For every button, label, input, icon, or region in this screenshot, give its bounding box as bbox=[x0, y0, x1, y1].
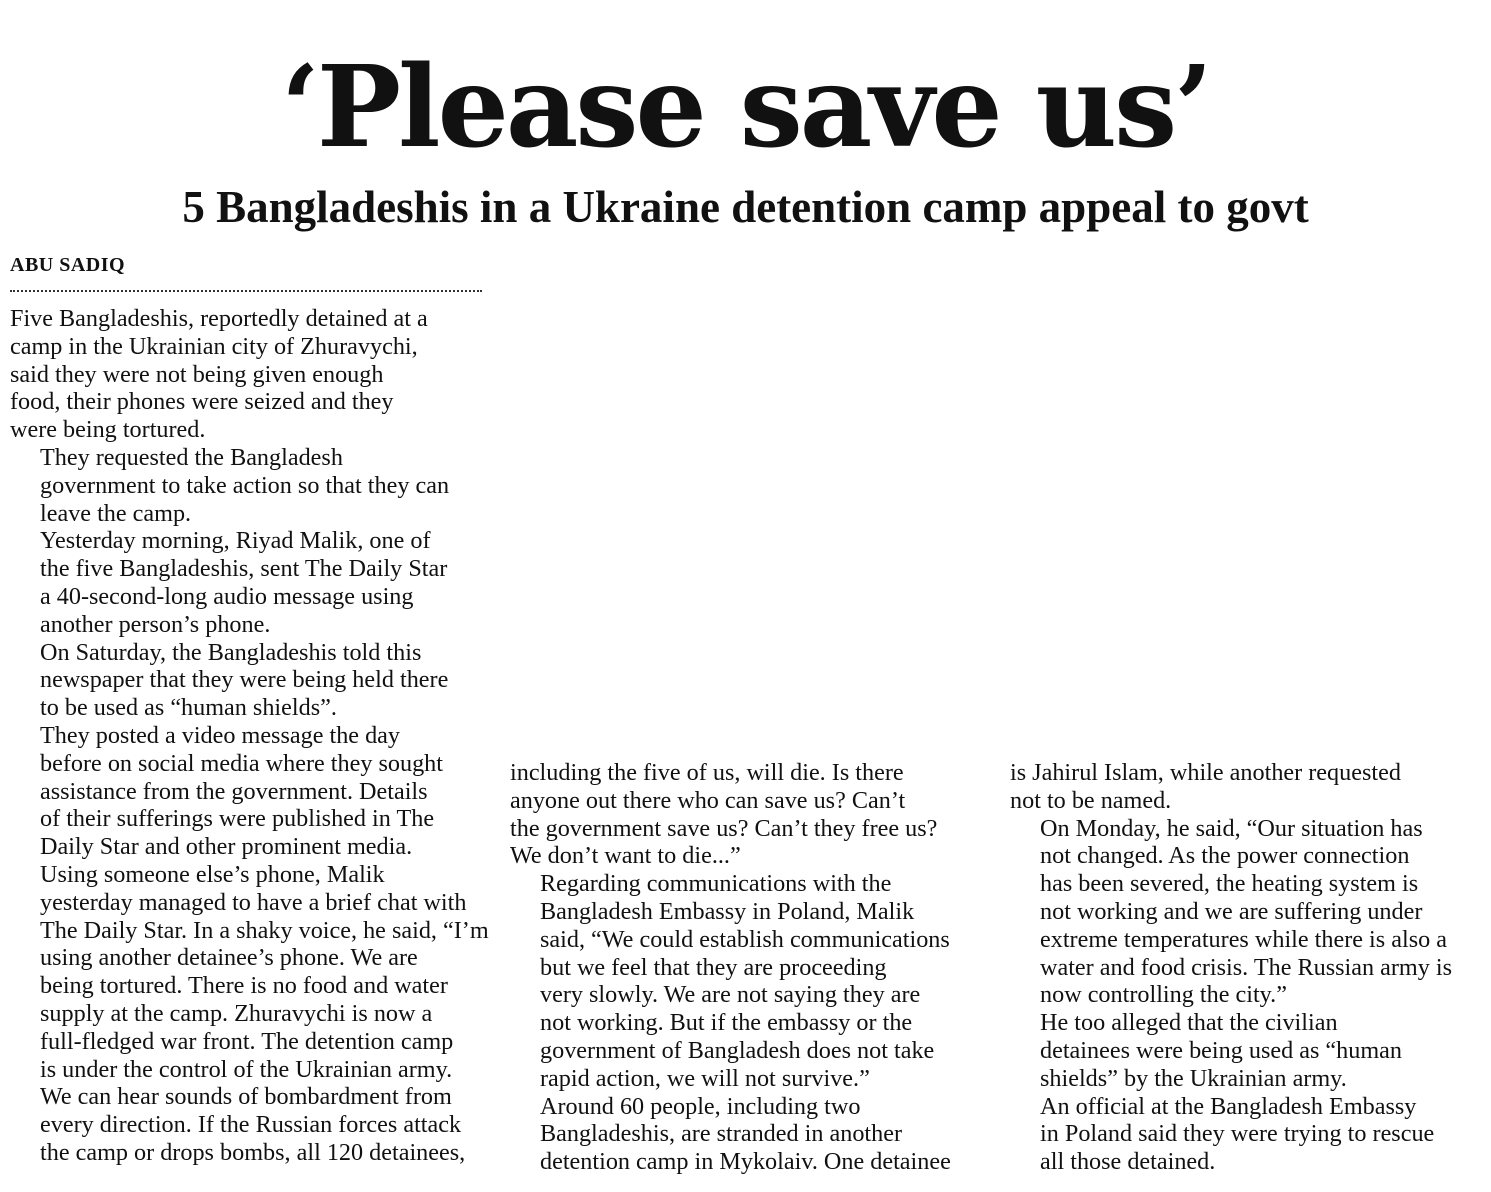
article-line: Yesterday morning, Riyad Malik, one of bbox=[40, 527, 431, 555]
article-paragraph bbox=[510, 1093, 986, 1176]
article-line: not changed. As the power connection bbox=[1040, 842, 1410, 870]
article-line: detainees were being used as “human bbox=[1040, 1036, 1402, 1064]
article-line: not to be named. bbox=[1010, 786, 1172, 814]
article-line: now controlling the city.” bbox=[1040, 981, 1287, 1009]
article-line: using another detainee’s phone. We are bbox=[40, 944, 418, 972]
article-line: is Jahirul Islam, while another requested bbox=[1010, 759, 1401, 786]
article-line: They posted a video message the day bbox=[40, 721, 401, 749]
article-line: said, “We could establish communications bbox=[540, 925, 950, 953]
article-paragraph bbox=[1010, 759, 1486, 815]
article-line: On Monday, he said, “Our situation has bbox=[1040, 814, 1423, 842]
article-line: before on social media where they sought bbox=[40, 749, 443, 777]
article-line: the government save us? Can’t they free us? bbox=[510, 814, 938, 842]
byline-divider bbox=[10, 290, 482, 292]
article-line: all those detained. bbox=[1040, 1148, 1216, 1176]
article-paragraph bbox=[10, 527, 486, 638]
article-line: detention camp in Mykolaiv. One detainee bbox=[540, 1148, 951, 1176]
article-line: extreme temperatures while there is also a bbox=[1040, 925, 1447, 953]
article-paragraph bbox=[10, 860, 489, 1167]
article-line: to be used as “human shields”. bbox=[40, 694, 337, 722]
article-line: not working. But if the embassy or the bbox=[540, 1009, 913, 1037]
article-line: including the five of us, will die. Is there bbox=[510, 759, 904, 786]
article-line: every direction. If the Russian forces attack bbox=[40, 1111, 462, 1139]
article-line: The Daily Star. In a shaky voice, he said, “I’m bbox=[40, 916, 489, 944]
article-line: Daily Star and other prominent media. bbox=[40, 833, 413, 861]
article-line: Bangladesh Embassy in Poland, Malik bbox=[540, 897, 915, 925]
article-line: Using someone else’s phone, Malik bbox=[40, 860, 385, 888]
article-line: food, their phones were seized and they bbox=[10, 388, 394, 416]
article-paragraph bbox=[10, 444, 486, 527]
article-line: the five Bangladeshis, sent The Daily Star bbox=[40, 555, 448, 583]
article-line: is under the control of the Ukrainian army. bbox=[40, 1055, 453, 1083]
article-column-3 bbox=[1010, 759, 1486, 1176]
article-line: leave the camp. bbox=[40, 499, 192, 527]
article-paragraph bbox=[1010, 1093, 1486, 1176]
article-line: He too alleged that the civilian bbox=[1040, 1009, 1338, 1037]
article-paragraph bbox=[510, 870, 986, 1092]
article-line: another person’s phone. bbox=[40, 610, 271, 638]
article-line: government to take action so that they can bbox=[40, 471, 450, 499]
article-line: very slowly. We are not saying they are bbox=[540, 981, 921, 1009]
article-line: full-fledged war front. The detention camp bbox=[40, 1027, 454, 1055]
article-line: were being tortured. bbox=[10, 416, 206, 444]
article-paragraph bbox=[10, 639, 486, 722]
article-line: in Poland said they were trying to rescue bbox=[1040, 1120, 1435, 1148]
article-line: Around 60 people, including two bbox=[540, 1092, 861, 1120]
article-line: They requested the Bangladesh bbox=[40, 443, 343, 471]
article-paragraph bbox=[1010, 1009, 1486, 1092]
headline: ‘Please save us’ bbox=[280, 42, 1211, 173]
article-line: a 40-second-long audio message using bbox=[40, 582, 414, 610]
article-line: newspaper that they were being held there bbox=[40, 666, 449, 694]
article-line: not working and we are suffering under bbox=[1040, 897, 1423, 925]
article-line: said they were not being given enough bbox=[10, 360, 384, 388]
article-line: camp in the Ukrainian city of Zhuravychi, bbox=[10, 332, 418, 360]
article-column-2 bbox=[510, 759, 986, 1176]
article-line: We can hear sounds of bombardment from bbox=[40, 1083, 452, 1111]
article-line: On Saturday, the Bangladeshis told this bbox=[40, 638, 422, 666]
article-column-1 bbox=[10, 305, 489, 1167]
article-line: shields” by the Ukrainian army. bbox=[1040, 1064, 1347, 1092]
article-line: anyone out there who can save us? Can’t bbox=[510, 786, 906, 814]
article-line: government of Bangladesh does not take bbox=[540, 1036, 935, 1064]
byline: ABU SADIQ bbox=[10, 254, 126, 276]
article-line: the camp or drops bombs, all 120 detainees, bbox=[40, 1138, 466, 1166]
article-line: Regarding communications with the bbox=[540, 870, 892, 898]
article-line: assistance from the government. Details bbox=[40, 777, 428, 805]
article-line: An official at the Bangladesh Embassy bbox=[1040, 1092, 1417, 1120]
article-line: We don’t want to die...” bbox=[510, 842, 741, 870]
article-line: has been severed, the heating system is bbox=[1040, 870, 1419, 898]
article-line: being tortured. There is no food and water bbox=[40, 972, 448, 1000]
article-line: water and food crisis. The Russian army is bbox=[1040, 953, 1453, 981]
subheadline: 5 Bangladeshis in a Ukraine detention camp appeal to govt bbox=[182, 182, 1309, 232]
article-paragraph bbox=[510, 759, 986, 870]
article-paragraph bbox=[10, 722, 486, 861]
article-line: supply at the camp. Zhuravychi is now a bbox=[40, 999, 433, 1027]
article-line: Bangladeshis, are stranded in another bbox=[540, 1120, 903, 1148]
article-line: yesterday managed to have a brief chat with bbox=[40, 888, 467, 916]
article-line: of their sufferings were published in The bbox=[40, 805, 435, 833]
article-paragraph bbox=[10, 305, 486, 444]
article-paragraph bbox=[1010, 815, 1486, 1010]
article-line: rapid action, we will not survive.” bbox=[540, 1064, 870, 1092]
article-line: Five Bangladeshis, reportedly detained at a bbox=[10, 305, 428, 332]
article-line: but we feel that they are proceeding bbox=[540, 953, 887, 981]
